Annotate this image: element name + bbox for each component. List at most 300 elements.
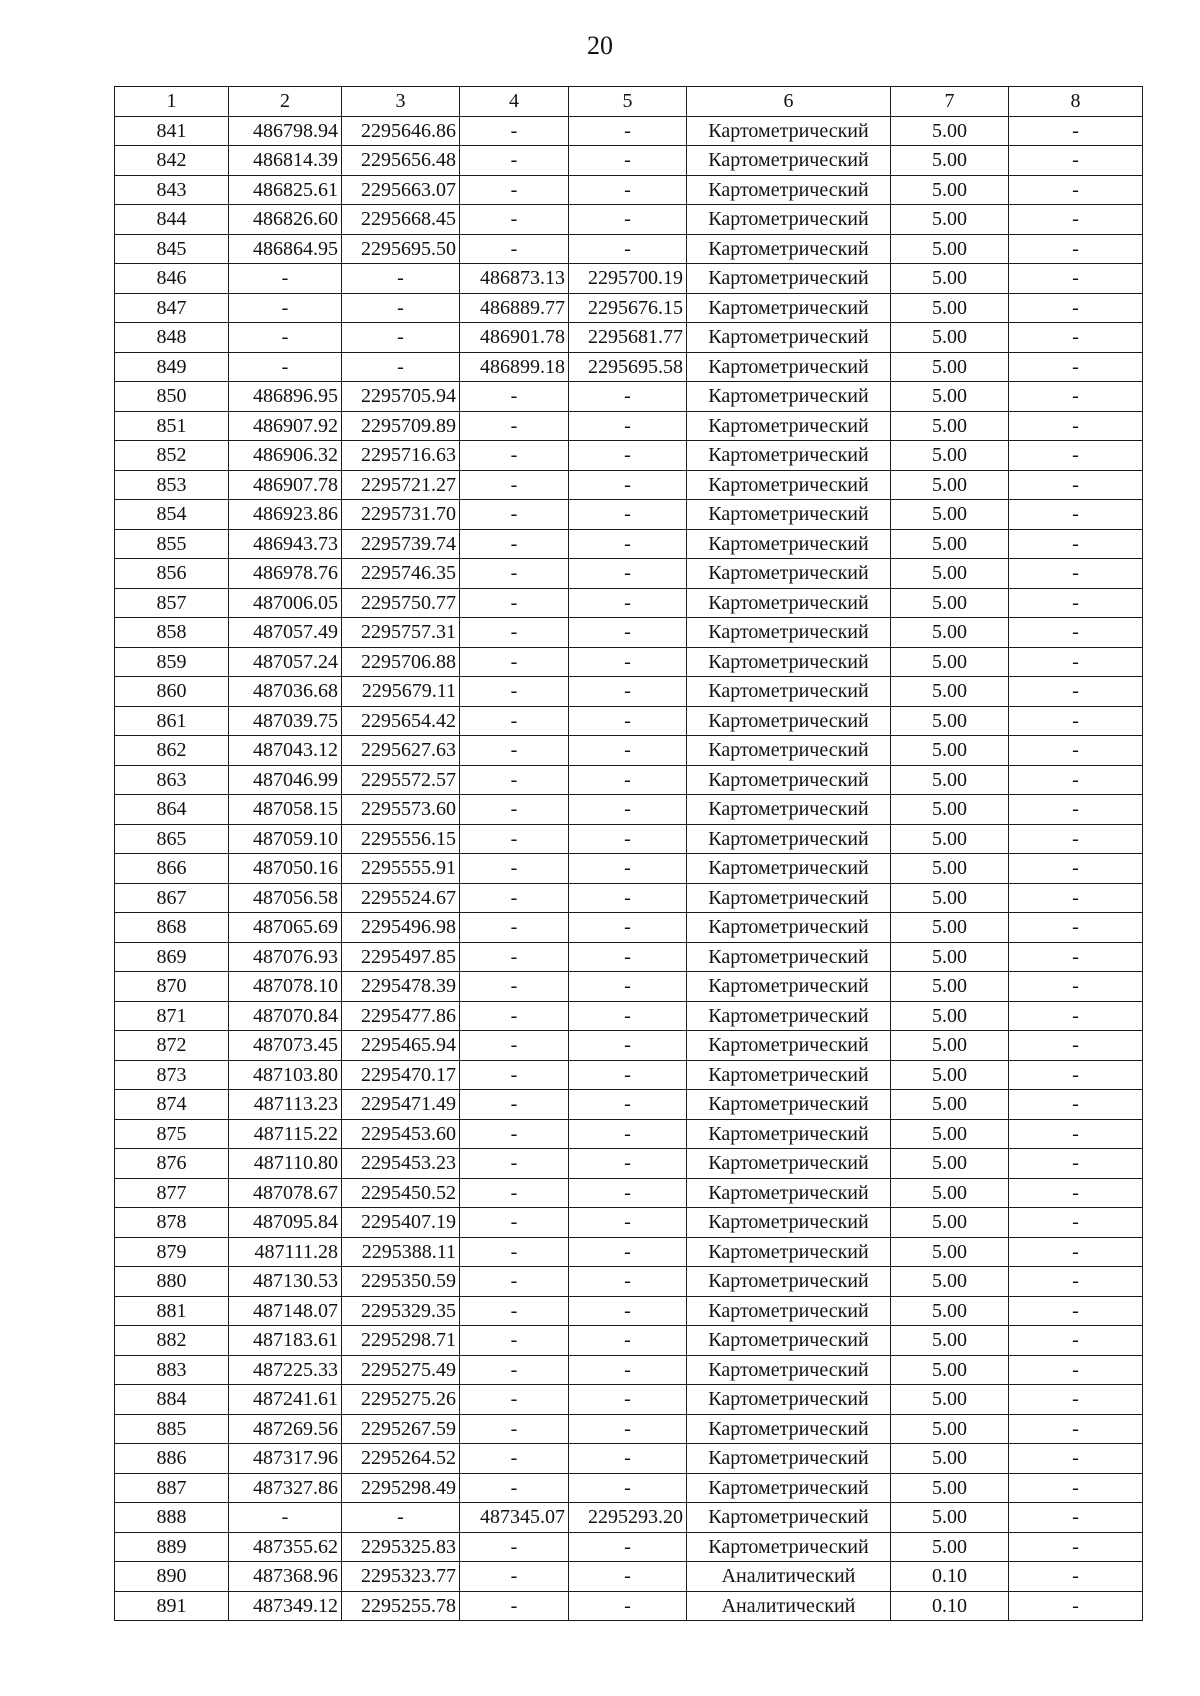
new-y-coordinate-cell: 2295681.77 — [569, 323, 687, 353]
method-cell: Картометрический — [687, 972, 891, 1002]
point-number-cell: 862 — [115, 736, 229, 766]
point-number-cell: 845 — [115, 234, 229, 264]
description-cell: - — [1009, 264, 1143, 294]
accuracy-cell: 5.00 — [891, 1267, 1009, 1297]
table-row — [115, 618, 1143, 648]
point-number-cell: 846 — [115, 264, 229, 294]
new-x-coordinate-cell: - — [460, 1355, 569, 1385]
x-coordinate-cell: 487368.96 — [229, 1562, 342, 1592]
method-cell: Картометрический — [687, 205, 891, 235]
table-row — [115, 382, 1143, 412]
point-number-cell: 863 — [115, 765, 229, 795]
accuracy-cell: 5.00 — [891, 1296, 1009, 1326]
x-coordinate-cell: 487148.07 — [229, 1296, 342, 1326]
table-row — [115, 677, 1143, 707]
accuracy-cell: 5.00 — [891, 1060, 1009, 1090]
table-row — [115, 1208, 1143, 1238]
description-cell: - — [1009, 1208, 1143, 1238]
y-coordinate-cell: 2295465.94 — [342, 1031, 460, 1061]
point-number-cell: 887 — [115, 1473, 229, 1503]
accuracy-cell: 5.00 — [891, 883, 1009, 913]
description-cell: - — [1009, 854, 1143, 884]
method-cell: Картометрический — [687, 677, 891, 707]
column-header: 6 — [687, 87, 891, 117]
accuracy-cell: 5.00 — [891, 293, 1009, 323]
method-cell: Картометрический — [687, 1326, 891, 1356]
table-row — [115, 588, 1143, 618]
new-x-coordinate-cell: - — [460, 1267, 569, 1297]
description-cell: - — [1009, 972, 1143, 1002]
new-y-coordinate-cell: - — [569, 1326, 687, 1356]
accuracy-cell: 5.00 — [891, 1503, 1009, 1533]
method-cell: Картометрический — [687, 1149, 891, 1179]
point-number-cell: 848 — [115, 323, 229, 353]
method-cell: Картометрический — [687, 588, 891, 618]
table-row — [115, 205, 1143, 235]
new-x-coordinate-cell: - — [460, 1001, 569, 1031]
method-cell: Картометрический — [687, 1237, 891, 1267]
table-row — [115, 1444, 1143, 1474]
accuracy-cell: 5.00 — [891, 1090, 1009, 1120]
description-cell: - — [1009, 765, 1143, 795]
point-number-cell: 882 — [115, 1326, 229, 1356]
table-row — [115, 1591, 1143, 1621]
method-cell: Картометрический — [687, 1473, 891, 1503]
page-number: 20 — [587, 31, 613, 60]
accuracy-cell: 5.00 — [891, 1001, 1009, 1031]
new-x-coordinate-cell: - — [460, 736, 569, 766]
x-coordinate-cell: 487039.75 — [229, 706, 342, 736]
method-cell: Картометрический — [687, 1296, 891, 1326]
x-coordinate-cell: 487043.12 — [229, 736, 342, 766]
y-coordinate-cell: 2295477.86 — [342, 1001, 460, 1031]
x-coordinate-cell: 486798.94 — [229, 116, 342, 146]
new-x-coordinate-cell: - — [460, 1237, 569, 1267]
table-row — [115, 972, 1143, 1002]
x-coordinate-cell: 487130.53 — [229, 1267, 342, 1297]
method-cell: Аналитический — [687, 1591, 891, 1621]
point-number-cell: 860 — [115, 677, 229, 707]
new-y-coordinate-cell: - — [569, 1119, 687, 1149]
x-coordinate-cell: 486826.60 — [229, 205, 342, 235]
x-coordinate-cell: - — [229, 264, 342, 294]
description-cell: - — [1009, 1267, 1143, 1297]
new-x-coordinate-cell: - — [460, 116, 569, 146]
new-y-coordinate-cell: - — [569, 1385, 687, 1415]
method-cell: Картометрический — [687, 1119, 891, 1149]
new-y-coordinate-cell: 2295293.20 — [569, 1503, 687, 1533]
description-cell: - — [1009, 1562, 1143, 1592]
method-cell: Картометрический — [687, 647, 891, 677]
y-coordinate-cell: 2295654.42 — [342, 706, 460, 736]
new-y-coordinate-cell: - — [569, 382, 687, 412]
table-row — [115, 913, 1143, 943]
y-coordinate-cell: 2295731.70 — [342, 500, 460, 530]
new-x-coordinate-cell: - — [460, 1296, 569, 1326]
x-coordinate-cell: - — [229, 323, 342, 353]
new-y-coordinate-cell: 2295700.19 — [569, 264, 687, 294]
y-coordinate-cell: - — [342, 352, 460, 382]
y-coordinate-cell: 2295275.26 — [342, 1385, 460, 1415]
method-cell: Аналитический — [687, 1562, 891, 1592]
new-x-coordinate-cell: - — [460, 470, 569, 500]
x-coordinate-cell: 487269.56 — [229, 1414, 342, 1444]
new-y-coordinate-cell: - — [569, 1444, 687, 1474]
new-y-coordinate-cell: - — [569, 618, 687, 648]
point-number-cell: 875 — [115, 1119, 229, 1149]
point-number-cell: 874 — [115, 1090, 229, 1120]
y-coordinate-cell: 2295275.49 — [342, 1355, 460, 1385]
point-number-cell: 850 — [115, 382, 229, 412]
point-number-cell: 866 — [115, 854, 229, 884]
new-x-coordinate-cell: - — [460, 1414, 569, 1444]
new-x-coordinate-cell: - — [460, 1031, 569, 1061]
method-cell: Картометрический — [687, 323, 891, 353]
description-cell: - — [1009, 352, 1143, 382]
new-x-coordinate-cell: - — [460, 1591, 569, 1621]
new-y-coordinate-cell: - — [569, 529, 687, 559]
description-cell: - — [1009, 1296, 1143, 1326]
new-x-coordinate-cell: - — [460, 1149, 569, 1179]
table-row — [115, 1532, 1143, 1562]
description-cell: - — [1009, 146, 1143, 176]
table-row — [115, 116, 1143, 146]
new-x-coordinate-cell: - — [460, 706, 569, 736]
description-cell: - — [1009, 1414, 1143, 1444]
accuracy-cell: 5.00 — [891, 854, 1009, 884]
table-header-row — [115, 87, 1143, 117]
y-coordinate-cell: 2295663.07 — [342, 175, 460, 205]
method-cell: Картометрический — [687, 736, 891, 766]
new-x-coordinate-cell: - — [460, 1562, 569, 1592]
x-coordinate-cell: 486825.61 — [229, 175, 342, 205]
new-x-coordinate-cell: - — [460, 972, 569, 1002]
method-cell: Картометрический — [687, 942, 891, 972]
new-y-coordinate-cell: - — [569, 146, 687, 176]
table-row — [115, 529, 1143, 559]
new-x-coordinate-cell: - — [460, 1119, 569, 1149]
y-coordinate-cell: 2295298.49 — [342, 1473, 460, 1503]
new-x-coordinate-cell: - — [460, 1444, 569, 1474]
x-coordinate-cell: 487046.99 — [229, 765, 342, 795]
new-y-coordinate-cell: - — [569, 1090, 687, 1120]
new-x-coordinate-cell: - — [460, 1473, 569, 1503]
x-coordinate-cell: 487113.23 — [229, 1090, 342, 1120]
description-cell: - — [1009, 1060, 1143, 1090]
description-cell: - — [1009, 411, 1143, 441]
y-coordinate-cell: 2295450.52 — [342, 1178, 460, 1208]
point-number-cell: 872 — [115, 1031, 229, 1061]
description-cell: - — [1009, 913, 1143, 943]
accuracy-cell: 5.00 — [891, 795, 1009, 825]
accuracy-cell: 5.00 — [891, 647, 1009, 677]
new-y-coordinate-cell: - — [569, 1562, 687, 1592]
column-header: 5 — [569, 87, 687, 117]
table-row — [115, 795, 1143, 825]
accuracy-cell: 5.00 — [891, 1149, 1009, 1179]
new-y-coordinate-cell: 2295676.15 — [569, 293, 687, 323]
y-coordinate-cell: 2295496.98 — [342, 913, 460, 943]
new-x-coordinate-cell: - — [460, 411, 569, 441]
new-y-coordinate-cell: - — [569, 1532, 687, 1562]
new-x-coordinate-cell: - — [460, 382, 569, 412]
new-x-coordinate-cell: - — [460, 1385, 569, 1415]
accuracy-cell: 5.00 — [891, 1208, 1009, 1238]
x-coordinate-cell: 486978.76 — [229, 559, 342, 589]
description-cell: - — [1009, 647, 1143, 677]
method-cell: Картометрический — [687, 1060, 891, 1090]
x-coordinate-cell: 486896.95 — [229, 382, 342, 412]
accuracy-cell: 5.00 — [891, 1355, 1009, 1385]
new-y-coordinate-cell: - — [569, 942, 687, 972]
new-y-coordinate-cell: - — [569, 559, 687, 589]
new-x-coordinate-cell: - — [460, 854, 569, 884]
method-cell: Картометрический — [687, 264, 891, 294]
table-row — [115, 1267, 1143, 1297]
description-cell: - — [1009, 942, 1143, 972]
method-cell: Картометрический — [687, 559, 891, 589]
table-row — [115, 441, 1143, 471]
new-x-coordinate-cell: - — [460, 647, 569, 677]
method-cell: Картометрический — [687, 500, 891, 530]
x-coordinate-cell: 487058.15 — [229, 795, 342, 825]
y-coordinate-cell: 2295656.48 — [342, 146, 460, 176]
accuracy-cell: 5.00 — [891, 1414, 1009, 1444]
new-y-coordinate-cell: - — [569, 736, 687, 766]
description-cell: - — [1009, 529, 1143, 559]
table-row — [115, 500, 1143, 530]
point-number-cell: 864 — [115, 795, 229, 825]
column-header: 1 — [115, 87, 229, 117]
y-coordinate-cell: 2295255.78 — [342, 1591, 460, 1621]
accuracy-cell: 5.00 — [891, 1119, 1009, 1149]
x-coordinate-cell: 487036.68 — [229, 677, 342, 707]
x-coordinate-cell: 487225.33 — [229, 1355, 342, 1385]
column-header: 8 — [1009, 87, 1143, 117]
y-coordinate-cell: 2295453.60 — [342, 1119, 460, 1149]
table-row — [115, 293, 1143, 323]
description-cell: - — [1009, 1473, 1143, 1503]
method-cell: Картометрический — [687, 1355, 891, 1385]
method-cell: Картометрический — [687, 1444, 891, 1474]
y-coordinate-cell: 2295407.19 — [342, 1208, 460, 1238]
description-cell: - — [1009, 1031, 1143, 1061]
point-number-cell: 857 — [115, 588, 229, 618]
table-row — [115, 1001, 1143, 1031]
new-x-coordinate-cell: - — [460, 913, 569, 943]
point-number-cell: 871 — [115, 1001, 229, 1031]
description-cell: - — [1009, 1119, 1143, 1149]
point-number-cell: 890 — [115, 1562, 229, 1592]
y-coordinate-cell: 2295478.39 — [342, 972, 460, 1002]
y-coordinate-cell: 2295298.71 — [342, 1326, 460, 1356]
method-cell: Картометрический — [687, 146, 891, 176]
column-header: 7 — [891, 87, 1009, 117]
new-x-coordinate-cell: 486901.78 — [460, 323, 569, 353]
accuracy-cell: 5.00 — [891, 529, 1009, 559]
point-number-cell: 851 — [115, 411, 229, 441]
table-row — [115, 1355, 1143, 1385]
accuracy-cell: 5.00 — [891, 470, 1009, 500]
new-y-coordinate-cell: - — [569, 1031, 687, 1061]
accuracy-cell: 5.00 — [891, 559, 1009, 589]
table-row — [115, 1178, 1143, 1208]
method-cell: Картометрический — [687, 234, 891, 264]
new-y-coordinate-cell: 2295695.58 — [569, 352, 687, 382]
method-cell: Картометрический — [687, 706, 891, 736]
point-number-cell: 881 — [115, 1296, 229, 1326]
description-cell: - — [1009, 1178, 1143, 1208]
description-cell: - — [1009, 500, 1143, 530]
accuracy-cell: 5.00 — [891, 1444, 1009, 1474]
new-x-coordinate-cell: 486889.77 — [460, 293, 569, 323]
x-coordinate-cell: 486814.39 — [229, 146, 342, 176]
accuracy-cell: 5.00 — [891, 1532, 1009, 1562]
point-number-cell: 844 — [115, 205, 229, 235]
method-cell: Картометрический — [687, 1178, 891, 1208]
accuracy-cell: 5.00 — [891, 264, 1009, 294]
new-x-coordinate-cell: - — [460, 1178, 569, 1208]
accuracy-cell: 5.00 — [891, 234, 1009, 264]
method-cell: Картометрический — [687, 1414, 891, 1444]
x-coordinate-cell: 487006.05 — [229, 588, 342, 618]
description-cell: - — [1009, 1149, 1143, 1179]
x-coordinate-cell: 487111.28 — [229, 1237, 342, 1267]
method-cell: Картометрический — [687, 441, 891, 471]
accuracy-cell: 5.00 — [891, 205, 1009, 235]
method-cell: Картометрический — [687, 382, 891, 412]
column-header: 2 — [229, 87, 342, 117]
new-y-coordinate-cell: - — [569, 1414, 687, 1444]
method-cell: Картометрический — [687, 824, 891, 854]
method-cell: Картометрический — [687, 470, 891, 500]
accuracy-cell: 5.00 — [891, 1237, 1009, 1267]
y-coordinate-cell: 2295388.11 — [342, 1237, 460, 1267]
method-cell: Картометрический — [687, 1532, 891, 1562]
new-x-coordinate-cell: - — [460, 618, 569, 648]
table-row — [115, 1060, 1143, 1090]
description-cell: - — [1009, 382, 1143, 412]
description-cell: - — [1009, 706, 1143, 736]
new-y-coordinate-cell: - — [569, 1296, 687, 1326]
y-coordinate-cell: 2295721.27 — [342, 470, 460, 500]
y-coordinate-cell: - — [342, 264, 460, 294]
new-x-coordinate-cell: 486899.18 — [460, 352, 569, 382]
new-y-coordinate-cell: - — [569, 824, 687, 854]
x-coordinate-cell: 487349.12 — [229, 1591, 342, 1621]
new-x-coordinate-cell: - — [460, 824, 569, 854]
new-x-coordinate-cell: - — [460, 765, 569, 795]
x-coordinate-cell: - — [229, 293, 342, 323]
x-coordinate-cell: 486906.32 — [229, 441, 342, 471]
description-cell: - — [1009, 1444, 1143, 1474]
point-number-cell: 855 — [115, 529, 229, 559]
point-number-cell: 861 — [115, 706, 229, 736]
description-cell: - — [1009, 293, 1143, 323]
new-x-coordinate-cell: - — [460, 500, 569, 530]
point-number-cell: 870 — [115, 972, 229, 1002]
x-coordinate-cell: 487355.62 — [229, 1532, 342, 1562]
new-x-coordinate-cell: - — [460, 1532, 569, 1562]
accuracy-cell: 5.00 — [891, 382, 1009, 412]
new-x-coordinate-cell: - — [460, 175, 569, 205]
y-coordinate-cell: 2295627.63 — [342, 736, 460, 766]
new-x-coordinate-cell: - — [460, 441, 569, 471]
accuracy-cell: 5.00 — [891, 175, 1009, 205]
point-number-cell: 878 — [115, 1208, 229, 1238]
accuracy-cell: 0.10 — [891, 1562, 1009, 1592]
x-coordinate-cell: 487056.58 — [229, 883, 342, 913]
new-y-coordinate-cell: - — [569, 470, 687, 500]
new-x-coordinate-cell: - — [460, 205, 569, 235]
point-number-cell: 879 — [115, 1237, 229, 1267]
table-row — [115, 854, 1143, 884]
new-y-coordinate-cell: - — [569, 411, 687, 441]
new-y-coordinate-cell: - — [569, 1208, 687, 1238]
point-number-cell: 853 — [115, 470, 229, 500]
description-cell: - — [1009, 1237, 1143, 1267]
point-number-cell: 886 — [115, 1444, 229, 1474]
method-cell: Картометрический — [687, 1031, 891, 1061]
y-coordinate-cell: 2295746.35 — [342, 559, 460, 589]
x-coordinate-cell: 486907.92 — [229, 411, 342, 441]
x-coordinate-cell: 487103.80 — [229, 1060, 342, 1090]
y-coordinate-cell: - — [342, 323, 460, 353]
x-coordinate-cell: 487065.69 — [229, 913, 342, 943]
new-y-coordinate-cell: - — [569, 677, 687, 707]
point-number-cell: 842 — [115, 146, 229, 176]
accuracy-cell: 5.00 — [891, 146, 1009, 176]
accuracy-cell: 5.00 — [891, 972, 1009, 1002]
table-row — [115, 647, 1143, 677]
accuracy-cell: 5.00 — [891, 441, 1009, 471]
accuracy-cell: 5.00 — [891, 677, 1009, 707]
new-y-coordinate-cell: - — [569, 883, 687, 913]
point-number-cell: 869 — [115, 942, 229, 972]
new-x-coordinate-cell: - — [460, 234, 569, 264]
y-coordinate-cell: 2295323.77 — [342, 1562, 460, 1592]
table-row — [115, 234, 1143, 264]
point-number-cell: 885 — [115, 1414, 229, 1444]
accuracy-cell: 5.00 — [891, 1326, 1009, 1356]
description-cell: - — [1009, 1090, 1143, 1120]
x-coordinate-cell: 487076.93 — [229, 942, 342, 972]
new-y-coordinate-cell: - — [569, 175, 687, 205]
y-coordinate-cell: 2295757.31 — [342, 618, 460, 648]
x-coordinate-cell: 487078.67 — [229, 1178, 342, 1208]
method-cell: Картометрический — [687, 854, 891, 884]
x-coordinate-cell: - — [229, 352, 342, 382]
y-coordinate-cell: 2295470.17 — [342, 1060, 460, 1090]
description-cell: - — [1009, 175, 1143, 205]
description-cell: - — [1009, 795, 1143, 825]
table-row — [115, 942, 1143, 972]
point-number-cell: 873 — [115, 1060, 229, 1090]
new-y-coordinate-cell: - — [569, 116, 687, 146]
accuracy-cell: 5.00 — [891, 411, 1009, 441]
y-coordinate-cell: 2295325.83 — [342, 1532, 460, 1562]
y-coordinate-cell: - — [342, 1503, 460, 1533]
new-y-coordinate-cell: - — [569, 588, 687, 618]
new-x-coordinate-cell: 487345.07 — [460, 1503, 569, 1533]
new-y-coordinate-cell: - — [569, 441, 687, 471]
new-x-coordinate-cell: - — [460, 559, 569, 589]
method-cell: Картометрический — [687, 913, 891, 943]
table-row — [115, 1296, 1143, 1326]
column-header: 3 — [342, 87, 460, 117]
accuracy-cell: 5.00 — [891, 1031, 1009, 1061]
table-row — [115, 736, 1143, 766]
